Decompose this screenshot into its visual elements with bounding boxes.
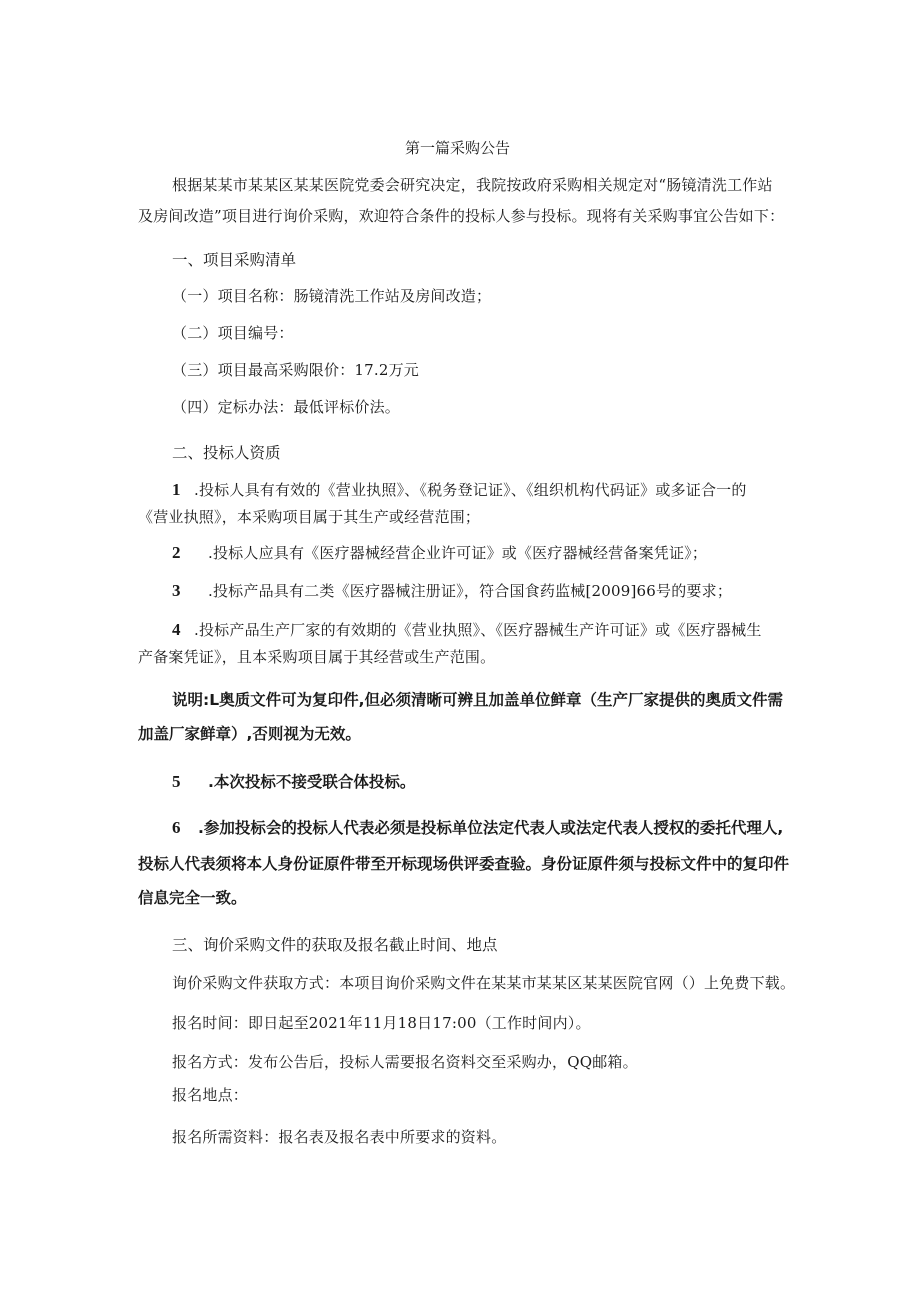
section1-item-2: （二）项目编号： — [172, 324, 294, 342]
item-number: 4 — [172, 620, 181, 639]
qualification-item-2 — [172, 542, 707, 563]
item-number: 1 — [172, 480, 181, 499]
qualification-item-1-continued: 《营业执照》，本采购项目属于其生产或经营范围； — [138, 508, 481, 526]
section3-heading: 三、询价采购文件的获取及报名截止时间、地点 — [172, 936, 498, 954]
qualification-item-5 — [172, 770, 415, 792]
section3-line-1: 询价采购文件获取方式：本项目询价采购文件在某某市某某区某某医院官网（）上免费下载。 — [172, 974, 796, 992]
section1-item-3: （三）项目最高采购限价：17.2万元 — [172, 361, 419, 379]
item-number: 2 — [172, 543, 181, 562]
intro-line-1: 根据某某市某某区某某医院党委会研究决定，我院按政府采购相关规定对“肠镜清洗工作站 — [172, 176, 773, 194]
qualification-item-1 — [172, 479, 747, 500]
section3-line-2: 报名时间：即日起至2021年11月18日17:00（工作时间内）。 — [172, 1014, 591, 1032]
intro-line-2: 及房间改造”项目进行询价采购，欢迎符合条件的投标人参与投标。现将有关采购事宜公告如下： — [138, 207, 785, 225]
qualification-item-4-continued: 产备案凭证》，且本采购项目属于其经营或生产范围。 — [138, 648, 496, 666]
item-text: .投标人应具有《医疗器械经营企业许可证》或《医疗器械经营备案凭证》； — [208, 544, 708, 562]
item-number: 3 — [172, 581, 181, 600]
item-text: .投标人具有有效的《营业执照》、《税务登记证》、《组织机构代码证》或多证合一的 — [194, 481, 747, 499]
section3-line-5: 报名所需资料：报名表及报名表中所要求的资料。 — [172, 1128, 507, 1146]
qualification-item-4 — [172, 619, 762, 640]
section1-item-1: （一）项目名称：肠镜清洗工作站及房间改造； — [172, 287, 492, 305]
section2-heading: 二、投标人资质 — [172, 444, 281, 462]
qualification-item-6-continued-1: 投标人代表须将本人身份证原件带至开标现场供评委查验。身份证原件须与投标文件中的复印件 — [138, 855, 790, 873]
item-text: .参加投标会的投标人代表必须是投标单位法定代表人或法定代表人授权的委托代理人, — [198, 819, 784, 837]
item-number: 6 — [172, 818, 181, 837]
section3-line-3: 报名方式：发布公告后，投标人需要报名资料交至采购办，QQ邮箱。 — [172, 1053, 638, 1071]
note-line-1: 说明:L奥质文件可为复印件,但必须清晰可辨且加盖单位鲜章（生产厂家提供的奥质文件需 — [172, 691, 783, 709]
item-text: .本次投标不接受联合体投标。 — [208, 773, 416, 791]
qualification-item-6 — [172, 816, 783, 838]
page-title: 第一篇采购公告 — [405, 139, 511, 157]
section1-item-4: （四）定标办法：最低评标价法。 — [172, 398, 401, 416]
item-number: 5 — [172, 772, 181, 791]
item-text: .投标产品生产厂家的有效期的《营业执照》、《医疗器械生产许可证》或《医疗器械生 — [194, 621, 762, 639]
item-text: .投标产品具有二类《医疗器械注册证》，符合国食药监械[2009]66号的要求； — [208, 582, 733, 600]
qualification-item-3 — [172, 580, 732, 601]
section1-heading: 一、项目采购清单 — [172, 251, 297, 269]
note-line-2: 加盖厂家鲜章）,否则视为无效。 — [138, 725, 361, 743]
section3-line-4: 报名地点： — [172, 1086, 249, 1104]
qualification-item-6-continued-2: 信息完全一致。 — [138, 889, 247, 907]
